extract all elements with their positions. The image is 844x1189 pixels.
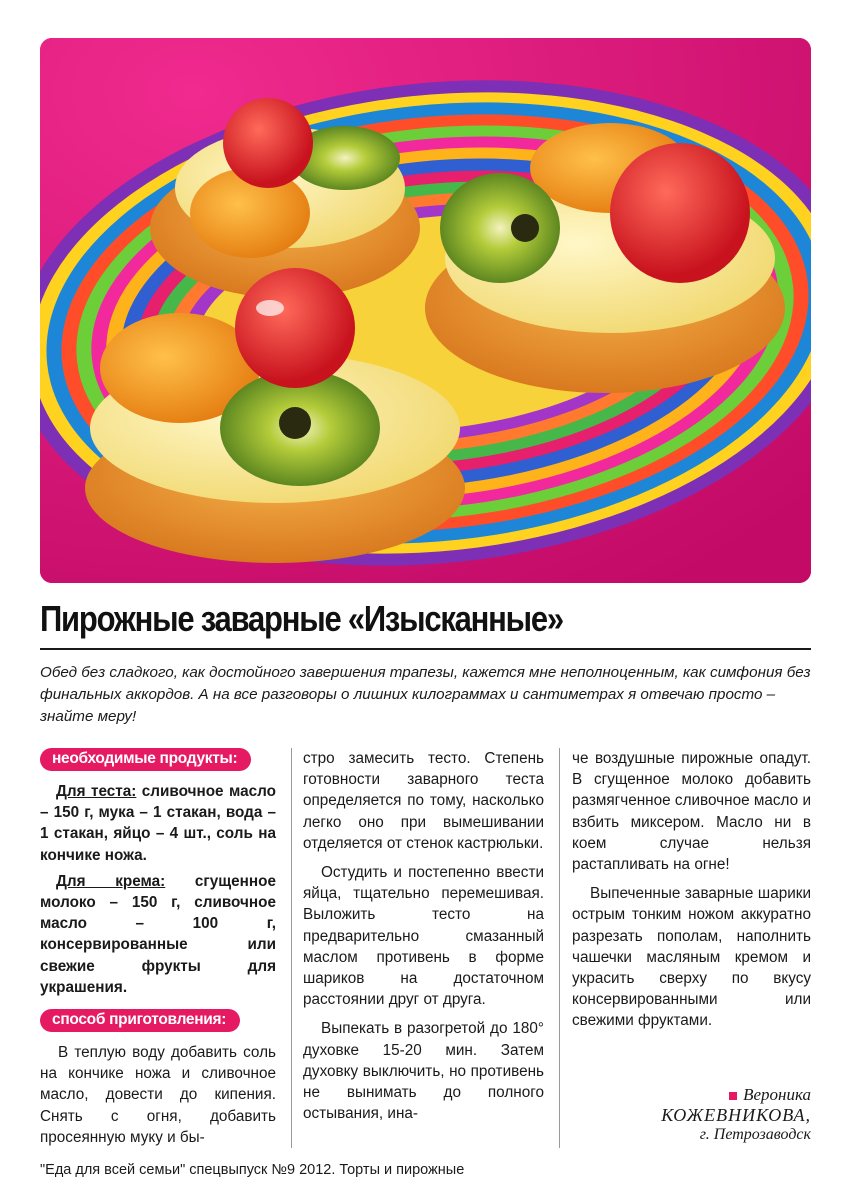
products-heading: необходимые продукты: [40,748,251,771]
cream-label: Для крема: [56,872,166,890]
method-text-col3 [572,748,811,1032]
pastry-photo-drawing [40,38,811,583]
article-intro: Обед без сладкого, как достойного завершения трапезы, кажется мне неполноценным, как симфония без финальных аккордов. А на все разговоры о лишних килограммах и сантиметрах я отвечаю просто – знайте меру! [40,664,811,725]
author-marker [729,1092,737,1100]
column-1 [40,748,276,1156]
dough-ingredients [40,781,276,866]
method-paragraph: В теплую воду добавить соль на кончике ножа и сливочное масло, довести до кипения. Снять с огня, добавить просеянную муку и бы- [40,1044,276,1146]
method-paragraph: стро замесить тесто. Степень готовности заварного теста определяется по тому, насколько легко оно при вымешивании отделяется от стенок кастрюльки. [303,750,544,852]
author-city: г. Петрозаводск [699,1126,811,1143]
author-last-name: КОЖЕВНИКОВА, [661,1105,811,1125]
cream-text: сгущенное молоко – 150 г, сливочное масло – 100 г, консервированные или свежие фрукты для украшения. [40,872,276,996]
method-paragraph: Выпеченные заварные шарики острым тонким ножом аккуратно разрезать пополам, наполнить чашечки масляным кремом и украсить сверху по вкусу консервированными или свежими фруктами. [572,885,811,1030]
source-footer: "Еда для всей семьи" спецвыпуск №9 2012. Торты и пирожные [40,1162,465,1178]
method-paragraph: че воздушные пирожные опадут. В сгущенное молоко добавить размягченное сливочное масло и взбить миксером. Масло ни в коем случае нельзя растапливать на огне! [572,750,811,874]
method-heading: способ приготовления: [40,1009,240,1032]
method-paragraph: Остудить и постепенно ввести яйца, тщательно перемешивая. Выложить тесто на предварительно смазанный маслом противень в форме шариков на достаточном расстоянии друг от друга. [303,864,544,1009]
column-divider [559,748,560,1148]
article-title: Пирожные заварные «Изысканные» [40,598,563,639]
column-2 [303,748,544,1132]
column-divider [291,748,292,1148]
method-text-col1 [40,1042,276,1148]
method-text-col2 [303,748,544,1124]
cream-ingredients [40,871,276,998]
dough-text: сливочное масло – 150 г, мука – 1 стакан, вода – 1 стакан, яйцо – 4 шт., соль на кончике ножа. [40,783,276,864]
title-divider [40,648,811,650]
pastry-photo [40,38,811,583]
ingredients-list [40,781,276,998]
dough-label: Для теста: [56,783,137,800]
method-paragraph: Выпекать в разогретой до 180° духовке 15-20 мин. Затем духовку выключить, но противень не вынимать до полного остывания, ина- [303,1020,544,1123]
author-first-name: Вероника [743,1085,811,1104]
author-signature [620,1085,811,1144]
column-3 [572,748,811,1040]
